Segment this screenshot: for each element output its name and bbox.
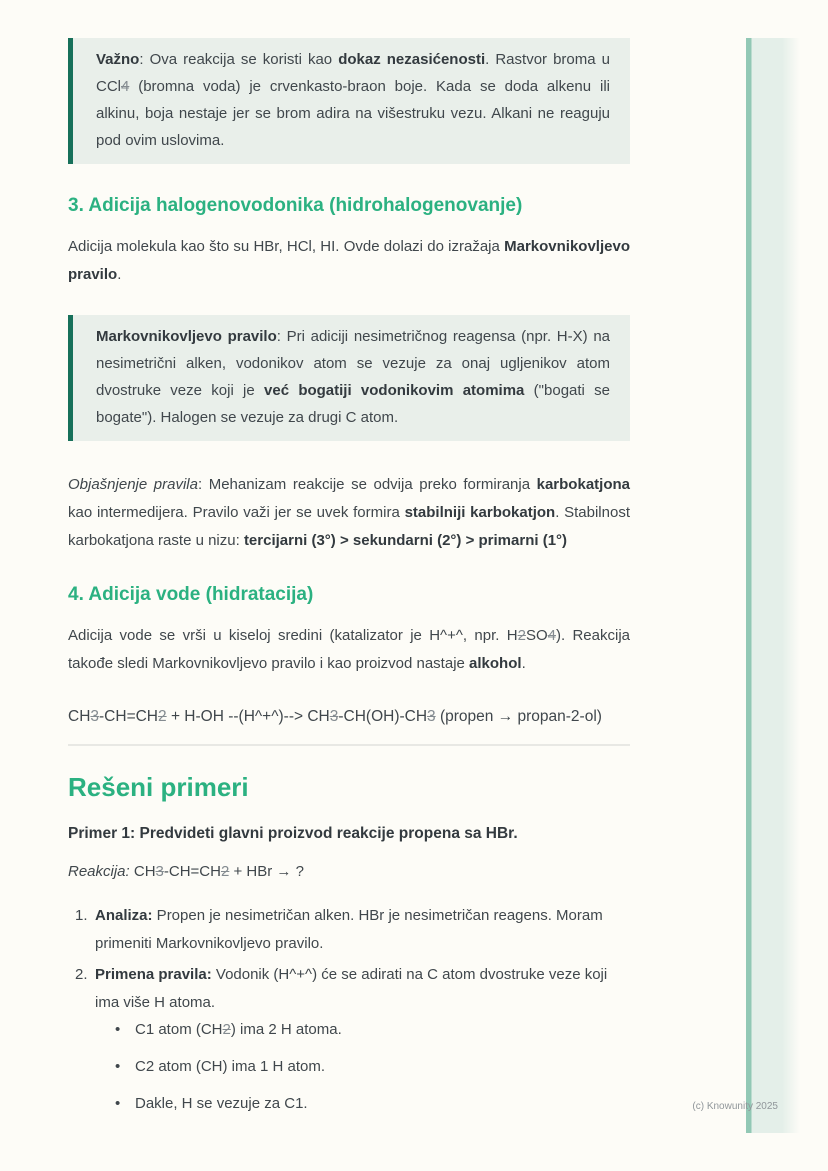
document-content <box>68 38 630 1133</box>
section-3-intro: Adicija molekula kao što su HBr, HCl, HI. Ovde dolazi do izražaja Markovnikovljevo pravilo. <box>68 238 630 283</box>
bullet-marker: • <box>115 1058 121 1075</box>
bullet-marker: • <box>115 1021 121 1038</box>
bullet-text-1: C1 atom (CH2) ima 2 H atoma. <box>135 1021 342 1038</box>
example-1-reaction: Reakcija: CH3-CH=CH2 + HBr → ? <box>68 863 304 880</box>
step-item-1 <box>75 902 630 958</box>
step-text-2: Primena pravila: Vodonik (H^+^) će se adirati na C atom dvostruke veze koji ima više H atoma. <box>95 966 608 1011</box>
section-4-heading: 4. Adicija vode (hidratacija) <box>68 584 314 605</box>
step-body-1 <box>95 902 630 958</box>
solved-examples-heading: Rešeni primeri <box>68 772 249 802</box>
callout-markovnikov <box>68 315 630 441</box>
section-3-heading: 3. Adicija halogenovodonika (hidrohalogenovanje) <box>68 195 523 216</box>
bullet-item-1 <box>115 1019 630 1041</box>
section-divider <box>68 744 630 746</box>
callout-important <box>68 38 630 164</box>
step-number-2: 2. <box>75 966 88 983</box>
bullet-text-2: C2 atom (CH) ima 1 H atom. <box>135 1058 326 1075</box>
step-number-1: 1. <box>75 907 88 924</box>
rule-explanation: Objašnjenje pravila: Mehanizam reakcije se odvija preko formiranja karbokatjona kao intermedijera. Pravilo važi jer se uvek formira stabilniji karbokatjon. Stabilnost karbokatjona raste u nizu: tercijarni (3°) > sekundarni (2°) > primarni (1°) <box>68 476 630 549</box>
hydration-equation: CH3-CH=CH2 + H-OH --(H^+^)--> CH3-CH(OH)-CH3 (propen → propan-2-ol) <box>68 708 602 725</box>
step-text-1: Analiza: Propen je nesimetričan alken. HBr je nesimetričan reagens. Moram primeniti Markovnikovljevo pravilo. <box>95 907 603 952</box>
callout-markovnikov-text: Markovnikovljevo pravilo: Pri adiciji nesimetričnog reagensa (npr. H-X) na nesimetrični alken, vodonikov atom se vezuje za onaj ugljenikov atom dvostruke veze koji je već bogatiji vodonikovim atomima ("bogati se bogate"). Halogen se vezuje za drugi C atom. <box>96 328 610 426</box>
page-edge-decoration <box>746 38 802 1133</box>
example-1-steps <box>68 902 630 1130</box>
step-2-bullet-list <box>95 1019 630 1115</box>
callout-important-text: Važno: Ova reakcija se koristi kao dokaz nezasićenosti. Rastvor broma u CCl4 (bromna voda) je crvenkasto-braon boje. Kada se doda alkenu ili alkinu, boja nestaje jer se brom adira na višestruku vezu. Alkani ne reaguju pod ovim uslovima. <box>96 51 610 149</box>
bullet-item-3 <box>115 1093 630 1115</box>
step-body-2 <box>95 961 630 1130</box>
bullet-item-2 <box>115 1056 630 1078</box>
copyright-watermark: (c) Knowunity 2025 <box>692 1101 778 1112</box>
section-4-intro: Adicija vode se vrši u kiseloj sredini (katalizator je H^+^, npr. H2SO4). Reakcija takođe sledi Markovnikovljevo pravilo i kao proizvod nastaje alkohol. <box>68 627 630 672</box>
bullet-text-3: Dakle, H se vezuje za C1. <box>135 1095 308 1112</box>
example-1-title: Primer 1: Predvideti glavni proizvod reakcije propena sa HBr. <box>68 825 518 842</box>
step-item-2 <box>75 961 630 1130</box>
bullet-marker: • <box>115 1095 121 1112</box>
